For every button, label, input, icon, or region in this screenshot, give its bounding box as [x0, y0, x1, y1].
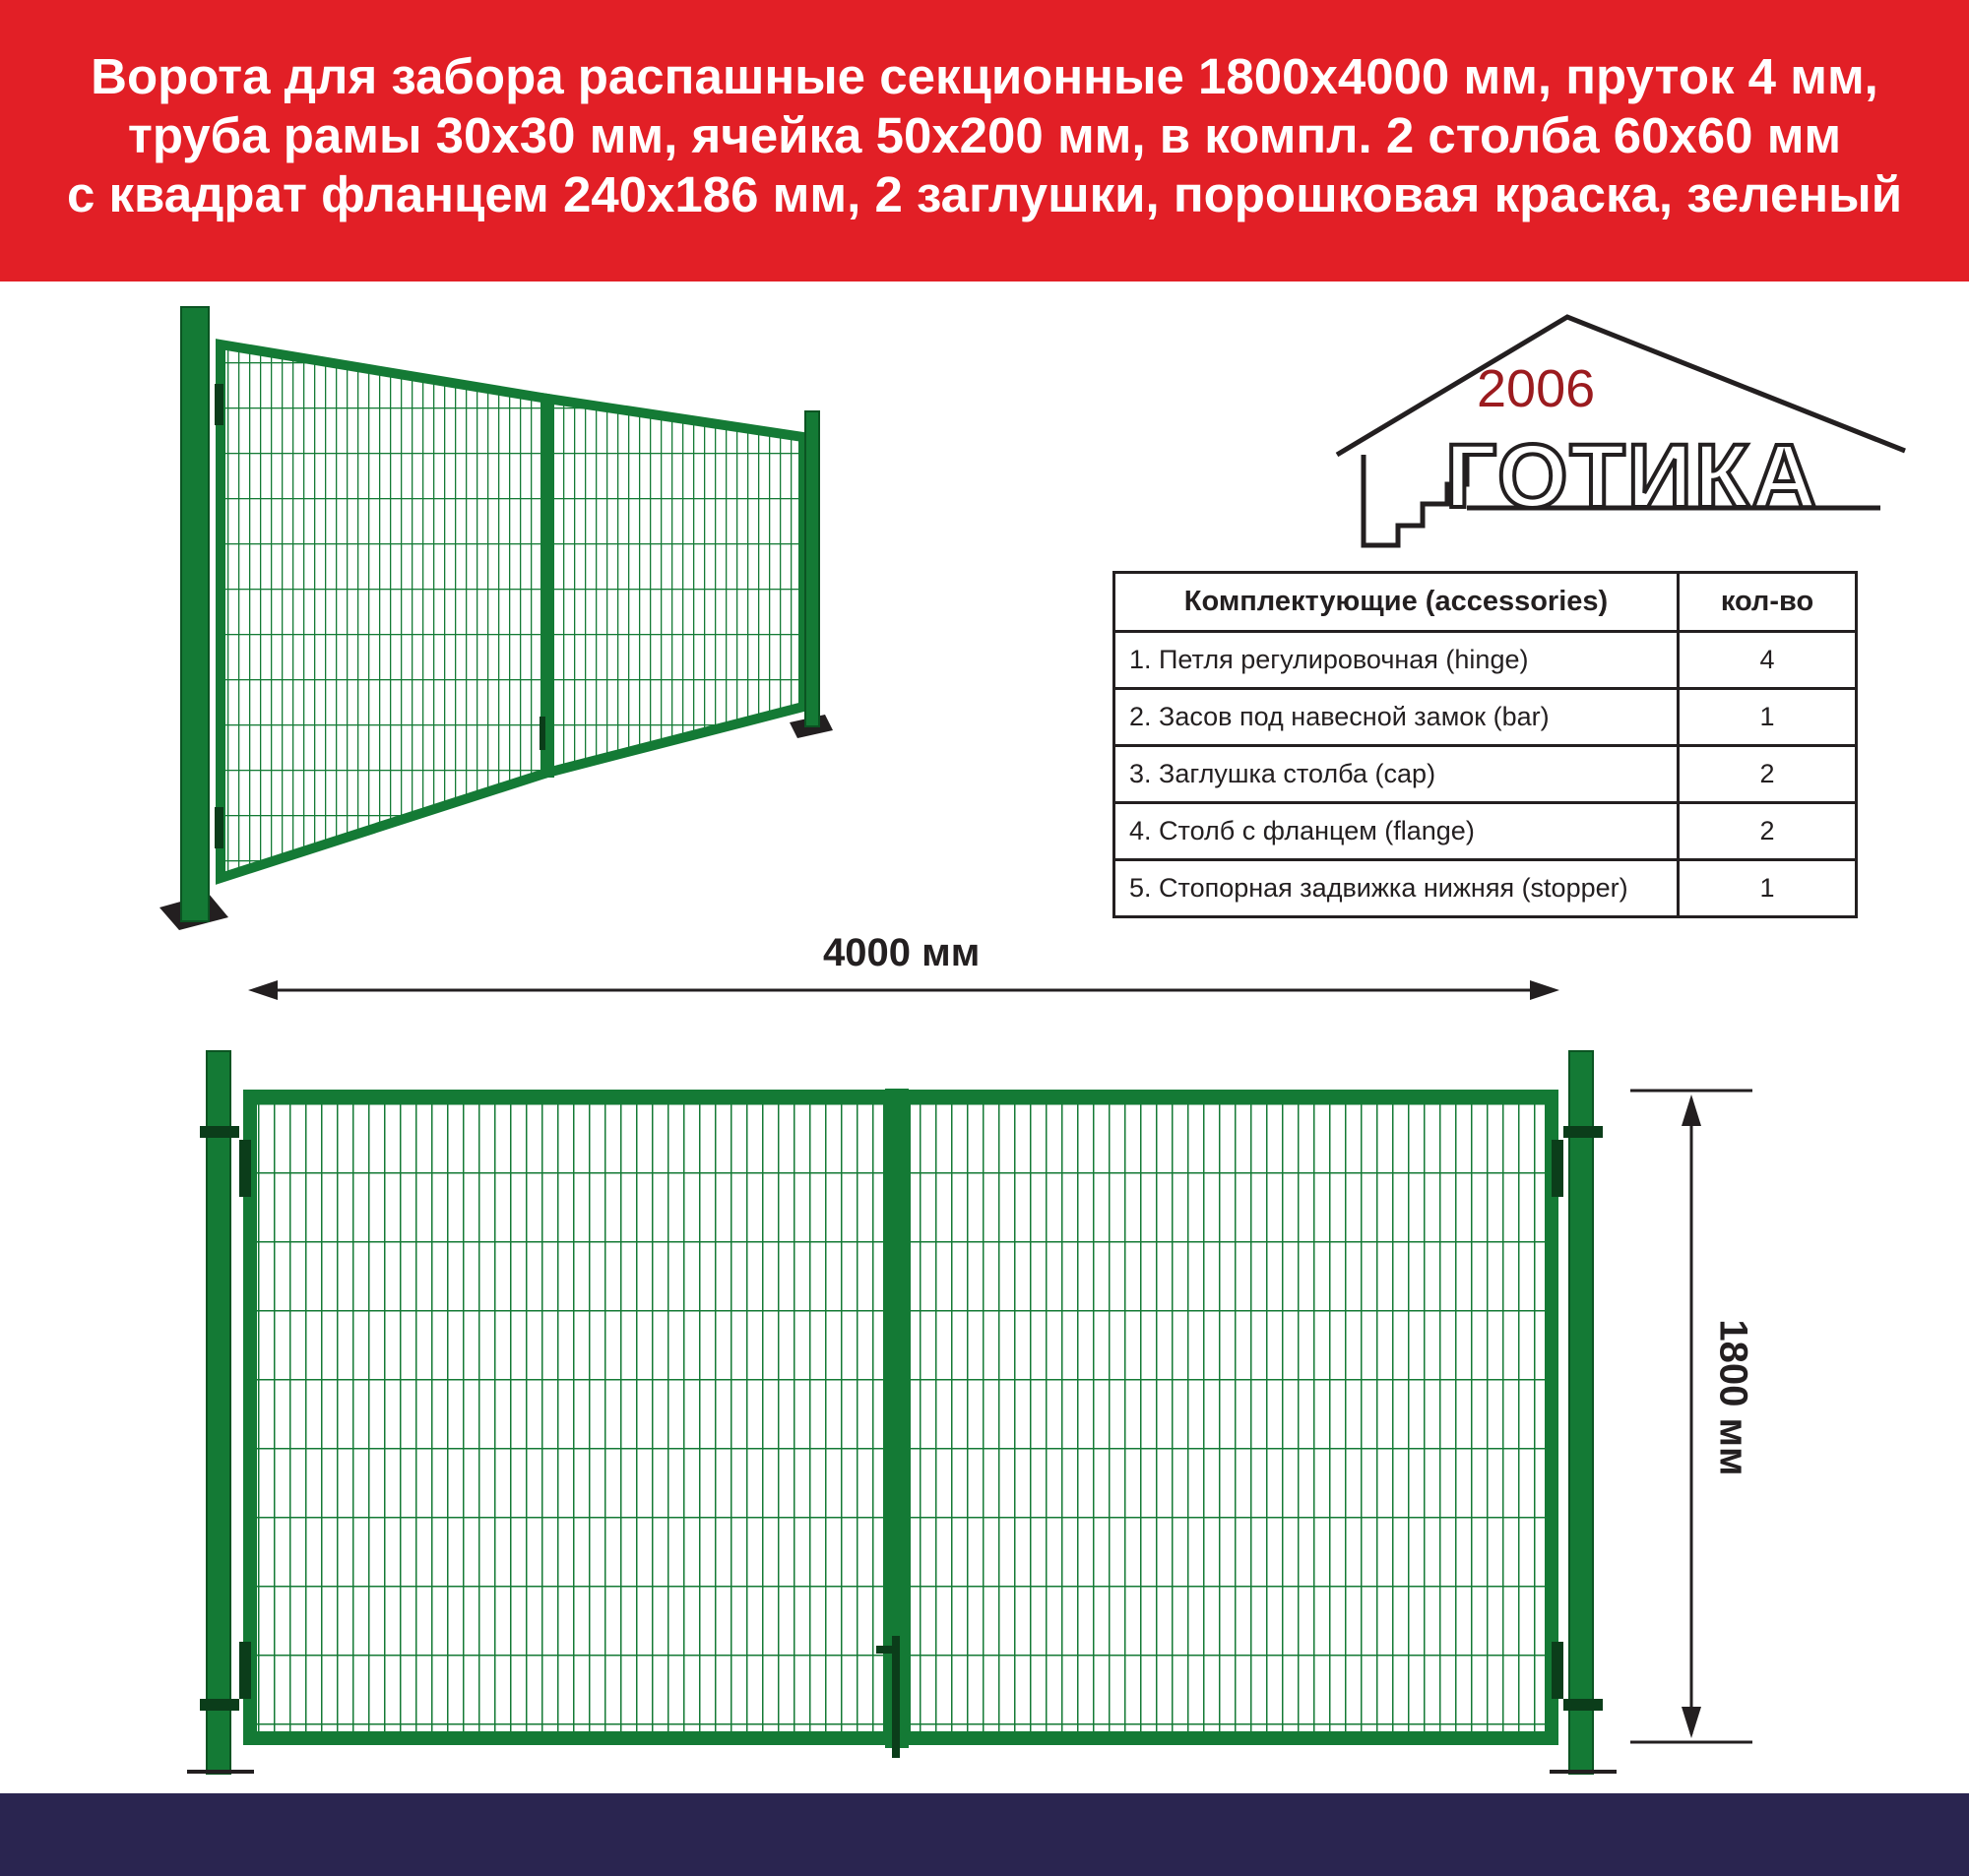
perspective-post-right: [805, 411, 819, 726]
footer-band: [0, 1793, 1969, 1876]
title-line-2: труба рамы 30х30 мм, ячейка 50х200 мм, в компл. 2 столба 60х60 мм: [127, 107, 1842, 163]
gate-leaf-left: [250, 1096, 890, 1738]
height-dimension-label: 1800 мм: [1711, 1319, 1755, 1476]
hinge-icon: [215, 807, 223, 848]
logo-year: 2006: [1477, 359, 1596, 418]
post-left: [207, 1051, 230, 1774]
title-line-1: Ворота для забора распашные секционные 1800х4000 мм, пруток 4 мм,: [91, 48, 1878, 104]
perspective-leaf-right: [547, 399, 803, 773]
hinge-icon: [215, 384, 223, 425]
hinge-icon: [1552, 1642, 1563, 1699]
table-row: [1114, 860, 1857, 917]
hinge-bracket-icon: [200, 1699, 239, 1711]
title-line-3: с квадрат фланцем 240х186 мм, 2 заглушки, порошковая краска, зеленый: [66, 166, 1903, 222]
accessory-qty: 4: [1679, 632, 1857, 689]
accessories-table: [1112, 571, 1858, 918]
accessory-qty: 1: [1679, 689, 1857, 746]
table-row: [1114, 632, 1857, 689]
accessory-qty: 2: [1679, 746, 1857, 803]
table-header-row: [1114, 573, 1857, 632]
accessory-name: 3. Заглушка столба (cap): [1114, 746, 1679, 803]
stopper-icon: [892, 1636, 900, 1758]
table-row: [1114, 803, 1857, 860]
accessory-name: 5. Стопорная задвижка нижняя (stopper): [1114, 860, 1679, 917]
hinge-bracket-icon: [1563, 1126, 1603, 1138]
hinge-icon: [239, 1642, 251, 1699]
gate-leaf-right: [904, 1096, 1552, 1738]
post-right: [1569, 1051, 1593, 1774]
accessory-name: 4. Столб с фланцем (flange): [1114, 803, 1679, 860]
hinge-bracket-icon: [1563, 1699, 1603, 1711]
hinge-icon: [1552, 1140, 1563, 1197]
column-header-qty: кол-во: [1679, 573, 1857, 632]
hinge-icon: [239, 1140, 251, 1197]
bar-latch-icon: [876, 1646, 896, 1654]
table-row: [1114, 746, 1857, 803]
perspective-leaf-left: [221, 344, 547, 878]
gate-perspective-view: [159, 307, 833, 930]
accessory-name: 2. Засов под навесной замок (bar): [1114, 689, 1679, 746]
column-header-name: Комплектующие (accessories): [1114, 573, 1679, 632]
logo-wordmark: ГОТИКА: [1445, 426, 1819, 527]
width-dimension-line: [248, 980, 1559, 1000]
accessory-name: 1. Петля регулировочная (hinge): [1114, 632, 1679, 689]
hinge-bracket-icon: [200, 1126, 239, 1138]
accessory-qty: 2: [1679, 803, 1857, 860]
table-row: [1114, 689, 1857, 746]
perspective-post-left: [181, 307, 209, 921]
bar-latch-icon: [540, 717, 545, 750]
gate-front-view: [187, 1051, 1617, 1774]
accessory-qty: 1: [1679, 860, 1857, 917]
width-dimension-label: 4000 мм: [823, 931, 981, 974]
